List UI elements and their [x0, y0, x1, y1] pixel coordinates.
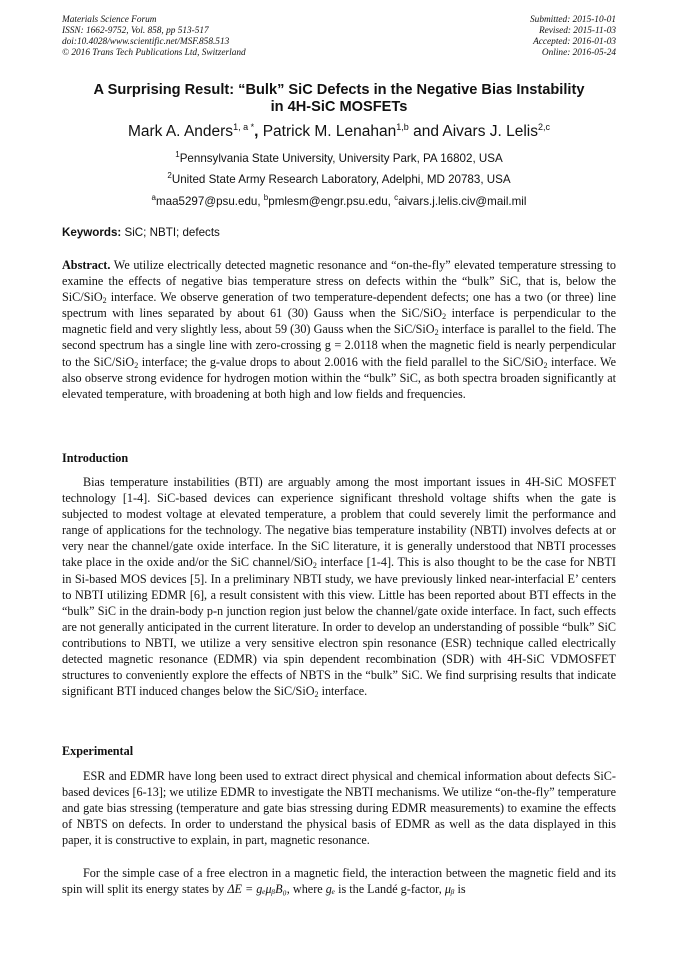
introduction-paragraph	[62, 474, 616, 699]
paper-title	[62, 82, 616, 116]
title-line-1: A Surprising Result: “Bulk” SiC Defects in the Negative Bias Instability	[93, 82, 585, 98]
author-name: Aivars J. Lelis	[442, 123, 539, 140]
author-affil-mark: 1, a *	[233, 122, 255, 132]
email-link[interactable]: aivars.j.lelis.civ@mail.mil	[398, 195, 527, 208]
title-line-2: in 4H-SiC MOSFETs	[270, 99, 408, 115]
experimental-paragraph-1: ESR and EDMR have long been used to extract direct physical and chemical information about defects SiC-based devices [6-13]; we utilize EDMR to investigate the NBTI mechanisms. We utilize “on-the-fly” temperature and gate bias stressing (temperature and gate bias stressing during EDMR measurements) to examine the effects of NBTS on defects. In order to understand the physical basis of EDMR as well as the data displayed in this paper, it is constructive to explain, in part, magnetic resonance.	[62, 769, 616, 848]
author-emails	[62, 193, 616, 208]
paragraph-text: interface [1-4]. This is also thought to be the case for NBTI in Si-based MOS devices [5]. In a preliminary NBTI study, we have previously linked near-interfacial E’ centers to NBTI utilizing EDMR [6], a result consistent with this view. Little has been reported about BTI effects in the “bulk” SiC in the drain-body p-n junction region just below the channel/gate oxide interface. In fact, such effects are not generally anticipated in the current literature. In order to develop an understanding of possible “bulk” SiC contributions to NBTI, we utilize a very sensitive electron spin resonance (ESR) technique called electrically detected magnetic resonance (EDMR) via spin dependent recombination (SDR) with 4H-SiC VDMOSFET structures to conveniently explore the effects of NBTS in the “bulk” SiC. We find surprising results that indicate significant BTI induced changes below the SiC/SiO	[62, 555, 616, 699]
author-affil-mark: 2,c	[538, 122, 551, 132]
abstract-text: interface; the g-value drops to about 2.0016 with the field parallel to the SiC/SiO	[138, 354, 544, 369]
subscript: 2	[134, 360, 139, 370]
affil-text: United State Army Research Laboratory, Adelphi, MD 20783, USA	[171, 173, 511, 186]
affiliation-1	[62, 150, 616, 165]
affil-text: Pennsylvania State University, University Park, PA 16802, USA	[179, 152, 503, 165]
publication-dates	[530, 15, 616, 59]
bohr-magneton-symbol: μᵦ	[444, 882, 455, 897]
paragraph-text: For the simple case of a free electron in a magnetic field, the interaction between the magnetic field and its spin will split its energy states by	[62, 866, 616, 897]
paragraph-text: interface.	[318, 684, 368, 699]
abstract-text: interface is perpendicular to the magnetic field and very slightly less, about 59 (30) Gauss when the SiC/SiO	[62, 306, 616, 337]
email-link[interactable]: maa5297@psu.edu,	[155, 195, 264, 208]
author-list	[62, 122, 616, 141]
section-heading-experimental: Experimental	[62, 744, 134, 758]
subscript: 2	[434, 328, 439, 338]
abstract	[62, 257, 616, 402]
g-factor-symbol: gₑ	[325, 882, 336, 897]
author-affil-mark: 1,b	[396, 122, 409, 132]
journal-copyright: © 2016 Trans Tech Publications Ltd, Switzerland	[62, 48, 246, 58]
author-separator: ,	[254, 123, 263, 140]
abstract-label: Abstract.	[62, 258, 111, 272]
subscript: 2	[442, 312, 447, 322]
journal-name: Materials Science Forum	[62, 15, 157, 25]
paragraph-text: Bias temperature instabilities (BTI) are arguably among the most important issues in 4H-SiC MOSFET technology [1-4]. SiC-based devices can experience significant threshold voltage shifts when the gate is subjected to modest voltage at elevated temperature, a problem that could severely limit the performance and range of applications for the technology. The negative bias temperature instability (NBTI) involves defects at or very near the channel/gate oxide interface. In the SiC literature, it is generally understood that NBTI processes take place in the oxide and/or the SiC channel/SiO	[62, 475, 616, 570]
keywords-label: Keywords:	[62, 226, 122, 239]
subscript: 2	[312, 561, 317, 571]
author-name: Patrick M. Lenahan	[262, 123, 397, 140]
date-revised: Revised: 2015-11-03	[538, 26, 616, 36]
section-heading-introduction: Introduction	[62, 451, 129, 465]
paragraph-text: is the Landé g-factor,	[335, 882, 445, 897]
journal-info	[62, 15, 246, 59]
affiliation-2	[62, 171, 616, 186]
date-submitted: Submitted: 2015-10-01	[530, 15, 616, 25]
email-mark: c	[394, 193, 399, 202]
abstract-text: interface is parallel to the field. The second spectrum has a single line with zero-crossing g = 2.0118 when the magnetic field is nearly perpendicular to the SiC/SiO	[62, 322, 616, 369]
affil-mark: 2	[167, 171, 172, 180]
email-mark: b	[263, 193, 269, 202]
subscript: 2	[543, 360, 548, 370]
paragraph-text: , where	[286, 882, 326, 897]
email-mark: a	[151, 193, 156, 202]
journal-issn: ISSN: 1662-9752, Vol. 858, pp 513-517	[62, 26, 209, 36]
paragraph-text: is	[454, 882, 466, 897]
energy-equation: ΔE = gₑμᵦB₀	[227, 882, 287, 897]
date-accepted: Accepted: 2016-01-03	[533, 37, 616, 47]
keywords-text: SiC; NBTI; defects	[121, 226, 220, 239]
author-name: Mark A. Anders	[127, 123, 234, 140]
abstract-text: interface. We also observe strong evidence for hydrogen motion within the “bulk” SiC, as both spectra broaden significantly at elevated temperature, with broadening at both high and low fields and frequencies.	[62, 354, 616, 401]
subscript: 2	[314, 690, 319, 700]
affil-mark: 1	[175, 150, 180, 159]
email-link[interactable]: pmlesm@engr.psu.edu,	[268, 195, 395, 208]
keywords	[62, 226, 616, 239]
journal-header	[62, 15, 616, 59]
date-online: Online: 2016-05-24	[541, 48, 616, 58]
experimental-paragraph-2	[62, 865, 616, 897]
journal-doi: doi:10.4028/www.scientific.net/MSF.858.513	[62, 37, 230, 47]
abstract-text: We utilize electrically detected magnetic resonance and “on-the-fly” elevated temperature stressing to examine the effects of negative bias temperature stress on defects within the “bulk” SiC, that is, below the SiC/SiO	[62, 258, 616, 305]
abstract-text: interface. We observe generation of two temperature-dependent defects; one has a two (or three) line spectrum with lines separated by about 61 (30) Gauss when the SiC/SiO	[62, 290, 616, 321]
author-separator: and	[408, 123, 443, 140]
subscript: 2	[102, 296, 107, 306]
